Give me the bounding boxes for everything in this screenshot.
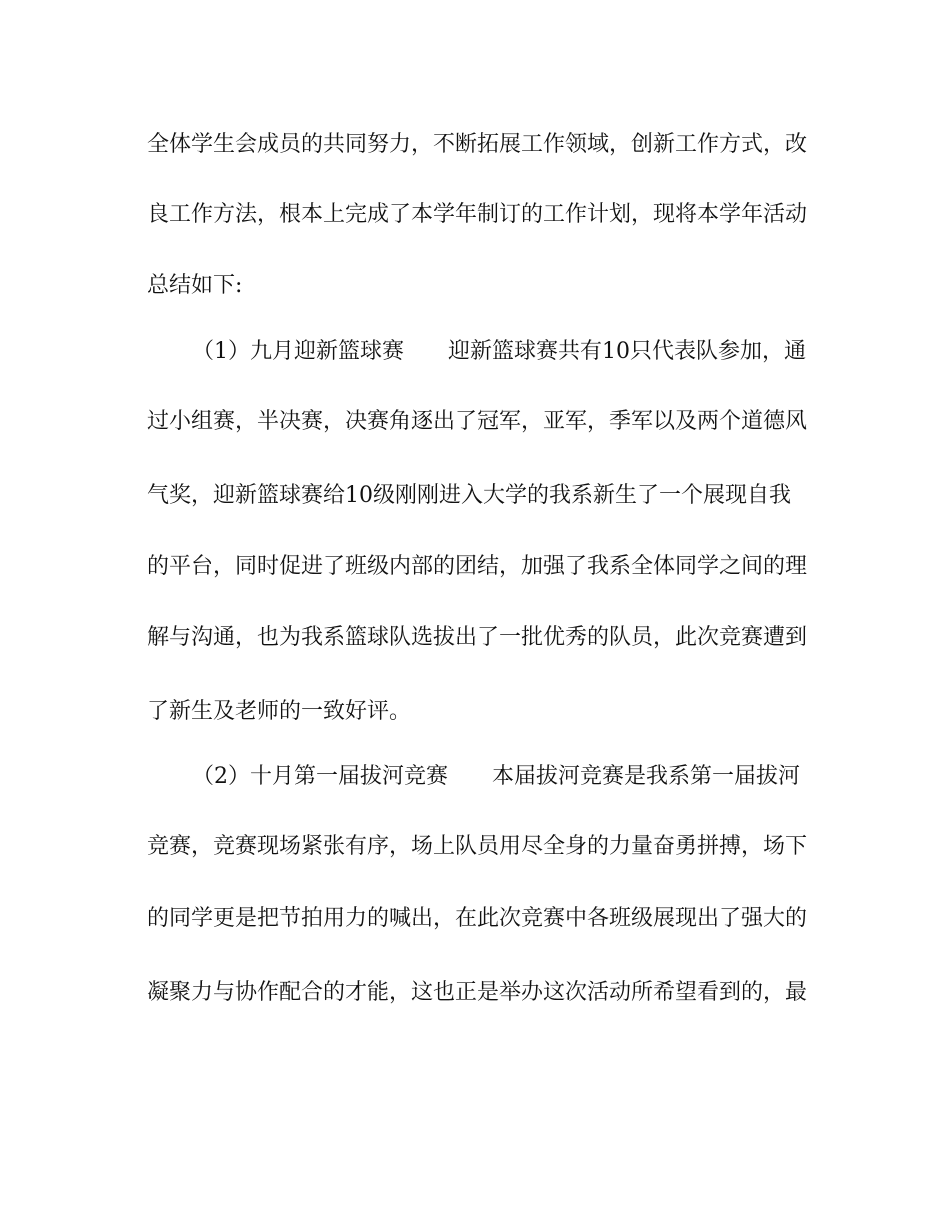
body-text-line: 竞赛，竞赛现场紧张有序，场上队员用尽全身的力量奋勇拼搏，场下 [147, 834, 808, 859]
body-text-line: 解与沟通，也为我系篮球队选拔出了一批优秀的队员，此次竞赛遭到 [147, 625, 808, 650]
body-text-line: 了新生及老师的一致好评。 [147, 699, 412, 724]
body-text-line: 凝聚力与协作配合的才能，这也正是举办这次活动所希望看到的，最 [147, 980, 808, 1005]
body-text-line: 的同学更是把节拍用力的喊出，在此次竞赛中各班级展现出了强大的 [147, 906, 808, 931]
section-1-heading: （1）九月迎新篮球赛 [192, 339, 404, 364]
body-text-line: 全体学生会成员的共同努力，不断拓展工作领域，创新工作方式，改 [147, 132, 808, 157]
section-1-text: 迎新篮球赛共有10只代表队参加，通 [448, 339, 806, 364]
section-1-line [192, 334, 807, 370]
body-text-line: 气奖，迎新篮球赛给10级刚刚进入大学的我系新生了一个展现自我 [147, 483, 791, 508]
body-text-line: 总结如下: [147, 273, 243, 298]
body-text-line: 良工作方法，根本上完成了本学年制订的工作计划，现将本学年活动 [147, 202, 808, 227]
body-text-line: 过小组赛，半决赛，决赛角逐出了冠军，亚军，季军以及两个道德风 [147, 409, 808, 434]
section-2-heading: （2）十月第一届拔河竞赛 [192, 764, 448, 789]
section-2-line [192, 759, 807, 795]
body-text-line: 的平台，同时促进了班级内部的团结，加强了我系全体同学之间的理 [147, 554, 808, 579]
section-2-text: 本届拔河竞赛是我系第一届拔河 [492, 764, 801, 789]
